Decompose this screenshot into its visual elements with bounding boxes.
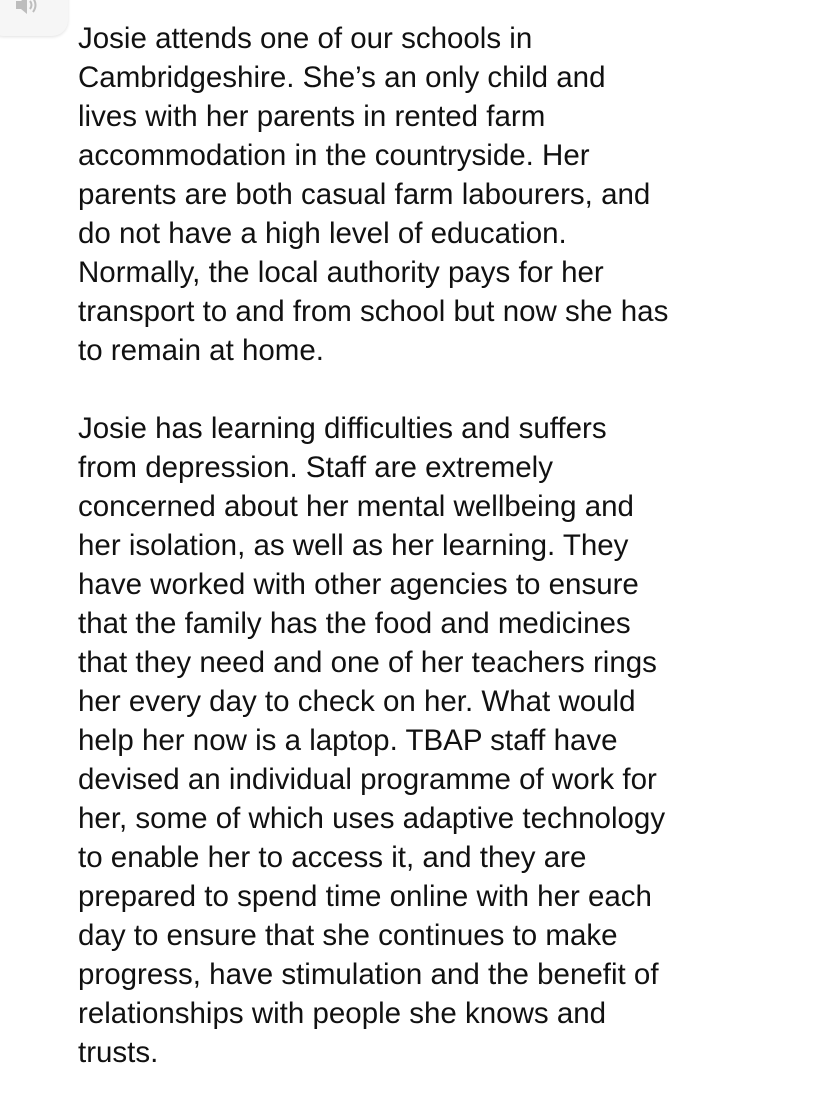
- paragraph-2: [78, 409, 818, 1072]
- text-line: do not have a high level of education.: [78, 217, 567, 250]
- text-line: lives with her parents in rented farm: [78, 100, 546, 133]
- paragraph-1: [78, 19, 818, 370]
- text-line: Josie attends one of our schools in: [78, 22, 533, 55]
- text-line: help her now is a laptop. TBAP staff have: [78, 724, 618, 757]
- text-line: transport to and from school but now she has: [78, 295, 669, 328]
- text-line: concerned about her mental wellbeing and: [78, 490, 634, 523]
- text-line: prepared to spend time online with her each: [78, 880, 652, 913]
- text-line: her every day to check on her. What would: [78, 685, 636, 718]
- text-line: day to ensure that she continues to make: [78, 919, 618, 952]
- text-line: devised an individual programme of work for: [78, 763, 657, 796]
- text-line: that the family has the food and medicines: [78, 607, 631, 640]
- text-line: accommodation in the countryside. Her: [78, 139, 590, 172]
- text-line: that they need and one of her teachers rings: [78, 646, 657, 679]
- speak-selection-button[interactable]: [0, 0, 68, 36]
- article-text: [78, 19, 818, 1072]
- text-line: to remain at home.: [78, 334, 324, 367]
- text-line: Normally, the local authority pays for her: [78, 256, 604, 289]
- text-line: from depression. Staff are extremely: [78, 451, 553, 484]
- text-line: her, some of which uses adaptive technology: [78, 802, 666, 835]
- text-line: Cambridgeshire. She’s an only child and: [78, 61, 606, 94]
- text-line: parents are both casual farm labourers, and: [78, 178, 651, 211]
- text-line: trusts.: [78, 1036, 159, 1069]
- text-line: to enable her to access it, and they are: [78, 841, 587, 874]
- text-line: progress, have stimulation and the benefit of: [78, 958, 659, 991]
- speaker-volume-icon: [14, 0, 40, 16]
- text-line: relationships with people she knows and: [78, 997, 607, 1030]
- text-line: Josie has learning difficulties and suffers: [78, 412, 607, 445]
- text-line: have worked with other agencies to ensure: [78, 568, 639, 601]
- text-line: her isolation, as well as her learning. They: [78, 529, 629, 562]
